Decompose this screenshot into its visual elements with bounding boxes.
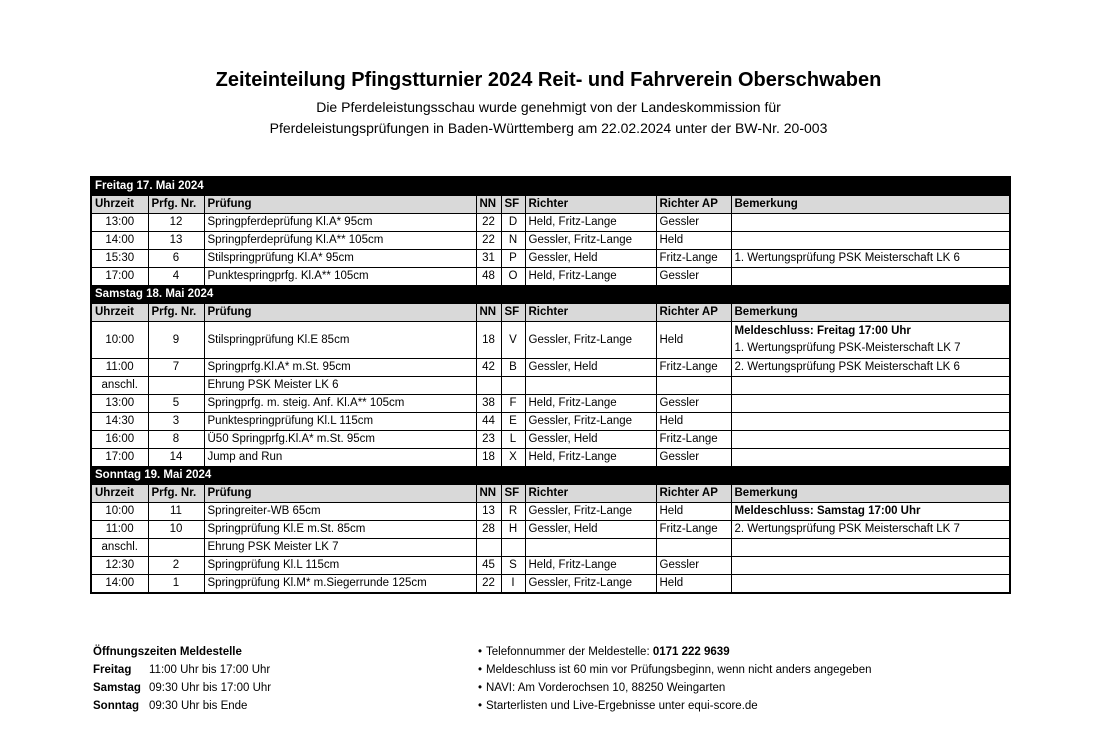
table-row — [91, 557, 1010, 575]
column-header: Prfg. Nr. — [148, 485, 204, 503]
column-header: NN — [476, 304, 501, 322]
cell-sf: R — [501, 503, 525, 521]
cell-judges: Held, Fritz-Lange — [525, 449, 656, 467]
cell-exam: Springprüfung Kl.E m.St. 85cm — [204, 521, 476, 539]
cell-exam-number: 6 — [148, 250, 204, 268]
note-entry-deadline — [478, 661, 872, 679]
cell-time: anschl. — [91, 539, 148, 557]
cell-sf — [501, 539, 525, 557]
office-hours-row — [93, 661, 271, 679]
table-row — [91, 377, 1010, 395]
office-hours-heading: Öffnungszeiten Meldestelle — [93, 646, 242, 658]
cell-judge-ap: Gessler — [656, 449, 731, 467]
cell-judge-ap: Gessler — [656, 268, 731, 286]
cell-judge-ap — [656, 377, 731, 395]
cell-remark — [731, 413, 1010, 431]
bullet-icon: • — [478, 700, 483, 712]
cell-judges — [525, 539, 656, 557]
cell-judge-ap: Fritz-Lange — [656, 359, 731, 377]
cell-judge-ap: Gessler — [656, 557, 731, 575]
column-header: NN — [476, 485, 501, 503]
bullet-icon: • — [478, 664, 483, 676]
cell-sf: E — [501, 413, 525, 431]
column-header: Prüfung — [204, 196, 476, 214]
cell-nn: 45 — [476, 557, 501, 575]
cell-remark: 2. Wertungsprüfung PSK Meisterschaft LK 6 — [731, 359, 1010, 377]
column-header: Richter AP — [656, 196, 731, 214]
table-row — [91, 250, 1010, 268]
cell-judges: Gessler, Fritz-Lange — [525, 232, 656, 250]
note-results — [478, 697, 872, 715]
page-subtitle-line-2: Pferdeleistungsprüfungen in Baden-Württemberg am 22.02.2024 unter der BW-Nr. 20-003 — [269, 120, 828, 136]
cell-time: 17:00 — [91, 268, 148, 286]
cell-time: 12:30 — [91, 557, 148, 575]
cell-remark — [731, 395, 1010, 413]
cell-exam-number: 1 — [148, 575, 204, 594]
cell-remark: 2. Wertungsprüfung PSK Meisterschaft LK 7 — [731, 521, 1010, 539]
cell-nn: 28 — [476, 521, 501, 539]
cell-time: 15:30 — [91, 250, 148, 268]
note-results-text: Starterlisten und Live-Ergebnisse unter equi-score.de — [486, 700, 758, 712]
office-hours-time: 09:30 Uhr bis 17:00 Uhr — [149, 682, 272, 694]
cell-exam: Stilspringprüfung Kl.A* 95cm — [204, 250, 476, 268]
cell-judge-ap: Held — [656, 322, 731, 359]
column-header: SF — [501, 304, 525, 322]
office-hours-time: 11:00 Uhr bis 17:00 Uhr — [149, 664, 271, 676]
table-row — [91, 503, 1010, 521]
column-header: Bemerkung — [731, 485, 1010, 503]
table-row — [91, 521, 1010, 539]
cell-exam-number: 13 — [148, 232, 204, 250]
column-header-row — [91, 485, 1010, 503]
table-row — [91, 431, 1010, 449]
column-header: SF — [501, 196, 525, 214]
cell-sf: V — [501, 322, 525, 359]
office-hours-day: Sonntag — [93, 700, 139, 712]
cell-nn: 22 — [476, 575, 501, 594]
cell-exam: Punktespringprüfung Kl.L 115cm — [204, 413, 476, 431]
table-row — [91, 322, 1010, 359]
cell-nn — [476, 539, 501, 557]
cell-exam-number: 3 — [148, 413, 204, 431]
table-row — [91, 575, 1010, 594]
day-header-row — [91, 467, 1010, 485]
office-hours-row — [93, 679, 271, 697]
cell-exam: Springpferdeprüfung Kl.A** 105cm — [204, 232, 476, 250]
cell-time: 10:00 — [91, 322, 148, 359]
cell-time: 17:00 — [91, 449, 148, 467]
cell-judge-ap — [656, 539, 731, 557]
cell-judges: Gessler, Fritz-Lange — [525, 413, 656, 431]
column-header: Richter — [525, 485, 656, 503]
column-header-row — [91, 304, 1010, 322]
column-header-row — [91, 196, 1010, 214]
cell-remark — [731, 377, 1010, 395]
note-navi — [478, 679, 872, 697]
cell-exam-number: 7 — [148, 359, 204, 377]
cell-remark — [731, 322, 1010, 359]
cell-exam-number — [148, 377, 204, 395]
cell-judges: Gessler, Held — [525, 431, 656, 449]
remark-line: Meldeschluss: Freitag 17:00 Uhr — [734, 325, 911, 337]
cell-sf: I — [501, 575, 525, 594]
cell-nn: 22 — [476, 232, 501, 250]
cell-sf: L — [501, 431, 525, 449]
table-row — [91, 395, 1010, 413]
cell-judge-ap: Held — [656, 232, 731, 250]
cell-nn: 23 — [476, 431, 501, 449]
bullet-icon: • — [478, 646, 483, 658]
cell-sf: X — [501, 449, 525, 467]
cell-time: 16:00 — [91, 431, 148, 449]
schedule-table — [90, 176, 1011, 594]
cell-exam: Springprüfung Kl.M* m.Siegerrunde 125cm — [204, 575, 476, 594]
cell-time: 13:00 — [91, 214, 148, 232]
cell-sf: O — [501, 268, 525, 286]
column-header: Richter — [525, 196, 656, 214]
cell-judges: Held, Fritz-Lange — [525, 557, 656, 575]
cell-remark — [731, 575, 1010, 594]
cell-sf: B — [501, 359, 525, 377]
cell-exam: Springreiter-WB 65cm — [204, 503, 476, 521]
remark-line: 1. Wertungsprüfung PSK-Meisterschaft LK 7 — [734, 342, 961, 354]
cell-exam-number: 5 — [148, 395, 204, 413]
cell-judge-ap: Fritz-Lange — [656, 250, 731, 268]
cell-sf: H — [501, 521, 525, 539]
cell-nn: 42 — [476, 359, 501, 377]
cell-time: 10:00 — [91, 503, 148, 521]
cell-exam-number: 14 — [148, 449, 204, 467]
cell-remark — [731, 449, 1010, 467]
cell-judges: Gessler, Held — [525, 359, 656, 377]
day-header-row — [91, 177, 1010, 196]
cell-judge-ap: Fritz-Lange — [656, 521, 731, 539]
cell-exam: Springprfg. m. steig. Anf. Kl.A** 105cm — [204, 395, 476, 413]
cell-judges: Gessler, Fritz-Lange — [525, 503, 656, 521]
column-header: Richter AP — [656, 485, 731, 503]
column-header: Richter AP — [656, 304, 731, 322]
column-header: Prüfung — [204, 485, 476, 503]
cell-time: 11:00 — [91, 521, 148, 539]
cell-judge-ap: Held — [656, 413, 731, 431]
page-subtitle-line-1: Die Pferdeleistungsschau wurde genehmigt von der Landeskommission für — [316, 99, 781, 115]
column-header: Uhrzeit — [91, 304, 148, 322]
column-header: Richter — [525, 304, 656, 322]
note-navi-text: NAVI: Am Vorderochsen 10, 88250 Weingarten — [486, 682, 726, 694]
cell-sf: F — [501, 395, 525, 413]
cell-judge-ap: Fritz-Lange — [656, 431, 731, 449]
cell-exam: Springprfg.Kl.A* m.St. 95cm — [204, 359, 476, 377]
cell-judge-ap: Gessler — [656, 395, 731, 413]
cell-judges: Gessler, Held — [525, 521, 656, 539]
cell-exam: Jump and Run — [204, 449, 476, 467]
cell-exam: Stilspringprüfung Kl.E 85cm — [204, 322, 476, 359]
office-hours — [93, 643, 271, 715]
column-header: Prfg. Nr. — [148, 196, 204, 214]
cell-remark — [731, 539, 1010, 557]
page-title: Zeiteinteilung Pfingstturnier 2024 Reit- und Fahrverein Oberschwaben — [215, 69, 882, 91]
cell-exam-number: 10 — [148, 521, 204, 539]
column-header: Uhrzeit — [91, 196, 148, 214]
cell-judge-ap: Held — [656, 575, 731, 594]
cell-judges: Gessler, Fritz-Lange — [525, 575, 656, 594]
day-label: Sonntag 19. Mai 2024 — [91, 467, 1010, 485]
office-hours-day: Freitag — [93, 664, 132, 676]
table-row — [91, 214, 1010, 232]
cell-judges: Held, Fritz-Lange — [525, 214, 656, 232]
cell-sf: D — [501, 214, 525, 232]
cell-time: 14:00 — [91, 575, 148, 594]
cell-exam-number: 4 — [148, 268, 204, 286]
column-header: Uhrzeit — [91, 485, 148, 503]
note-entry-deadline-text: Meldeschluss ist 60 min vor Prüfungsbeginn, wenn nicht anders angegeben — [486, 664, 872, 676]
cell-nn: 18 — [476, 449, 501, 467]
cell-remark: Meldeschluss: Samstag 17:00 Uhr — [731, 503, 1010, 521]
cell-remark — [731, 557, 1010, 575]
table-row — [91, 449, 1010, 467]
note-phone-label: Telefonnummer der Meldestelle: — [486, 646, 653, 658]
cell-nn: 22 — [476, 214, 501, 232]
cell-exam: Ü50 Springprfg.Kl.A* m.St. 95cm — [204, 431, 476, 449]
cell-time: 13:00 — [91, 395, 148, 413]
cell-nn: 13 — [476, 503, 501, 521]
cell-exam-number — [148, 539, 204, 557]
table-row — [91, 268, 1010, 286]
table-row — [91, 413, 1010, 431]
cell-exam: Springpferdeprüfung Kl.A* 95cm — [204, 214, 476, 232]
cell-remark — [731, 232, 1010, 250]
cell-time: 11:00 — [91, 359, 148, 377]
cell-exam-number: 8 — [148, 431, 204, 449]
note-phone-number: 0171 222 9639 — [652, 646, 730, 658]
cell-sf: S — [501, 557, 525, 575]
cell-exam-number: 11 — [148, 503, 204, 521]
day-label: Freitag 17. Mai 2024 — [91, 177, 1010, 196]
day-label: Samstag 18. Mai 2024 — [91, 286, 1010, 304]
cell-nn — [476, 377, 501, 395]
cell-judges: Gessler, Held — [525, 250, 656, 268]
cell-time: anschl. — [91, 377, 148, 395]
cell-remark: 1. Wertungsprüfung PSK Meisterschaft LK 6 — [731, 250, 1010, 268]
cell-judges: Gessler, Fritz-Lange — [525, 322, 656, 359]
cell-nn: 31 — [476, 250, 501, 268]
cell-exam-number: 12 — [148, 214, 204, 232]
cell-judges: Held, Fritz-Lange — [525, 395, 656, 413]
column-header: Prfg. Nr. — [148, 304, 204, 322]
cell-remark — [731, 268, 1010, 286]
cell-exam: Punktespringprfg. Kl.A** 105cm — [204, 268, 476, 286]
column-header: NN — [476, 196, 501, 214]
table-row — [91, 232, 1010, 250]
info-notes — [478, 643, 872, 715]
cell-nn: 44 — [476, 413, 501, 431]
column-header: Bemerkung — [731, 304, 1010, 322]
cell-remark — [731, 431, 1010, 449]
table-row — [91, 359, 1010, 377]
note-phone — [478, 643, 872, 661]
column-header: Bemerkung — [731, 196, 1010, 214]
cell-exam: Springprüfung Kl.L 115cm — [204, 557, 476, 575]
cell-sf: P — [501, 250, 525, 268]
cell-time: 14:00 — [91, 232, 148, 250]
office-hours-time: 09:30 Uhr bis Ende — [149, 700, 248, 712]
cell-nn: 38 — [476, 395, 501, 413]
column-header: Prüfung — [204, 304, 476, 322]
column-header: SF — [501, 485, 525, 503]
cell-exam-number: 9 — [148, 322, 204, 359]
cell-exam: Ehrung PSK Meister LK 7 — [204, 539, 476, 557]
office-hours-row — [93, 697, 271, 715]
cell-judges: Held, Fritz-Lange — [525, 268, 656, 286]
cell-judges — [525, 377, 656, 395]
cell-judge-ap: Gessler — [656, 214, 731, 232]
table-row — [91, 539, 1010, 557]
cell-exam-number: 2 — [148, 557, 204, 575]
cell-remark — [731, 214, 1010, 232]
cell-judge-ap: Held — [656, 503, 731, 521]
cell-sf — [501, 377, 525, 395]
cell-nn: 48 — [476, 268, 501, 286]
cell-sf: N — [501, 232, 525, 250]
cell-exam: Ehrung PSK Meister LK 6 — [204, 377, 476, 395]
office-hours-day: Samstag — [93, 682, 141, 694]
cell-nn: 18 — [476, 322, 501, 359]
day-header-row — [91, 286, 1010, 304]
bullet-icon: • — [478, 682, 483, 694]
cell-time: 14:30 — [91, 413, 148, 431]
